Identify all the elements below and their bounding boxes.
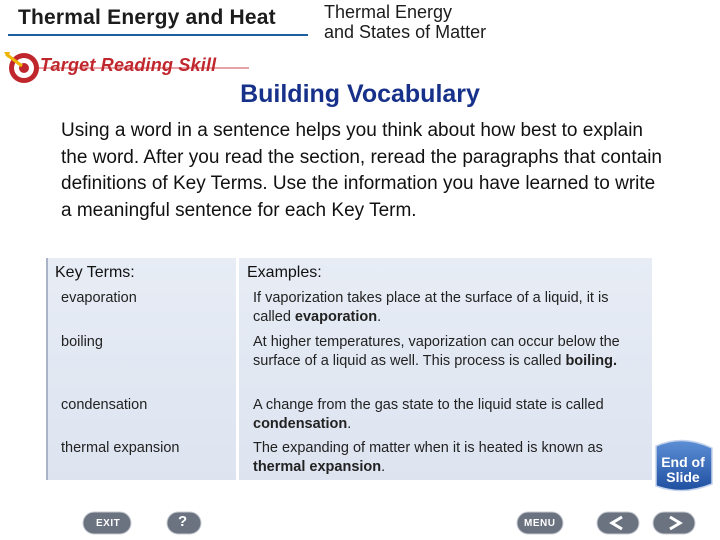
- table-example: The expanding of matter when it is heated is known as thermal expansion.: [253, 440, 603, 475]
- exit-label[interactable]: EXIT: [96, 518, 121, 529]
- examples-header: Examples:: [247, 264, 322, 281]
- end-of-slide-label[interactable]: End of Slide: [661, 454, 705, 485]
- presentation-title: Thermal Energy and Heat: [18, 6, 276, 29]
- table-term: thermal expansion: [61, 440, 180, 456]
- intro-paragraph: Using a word in a sentence helps you think about how best to explain the word. After you read the section, reread the paragraphs that contain definitions of Key Terms. Use the information you have learned to write a meaningful sentence for each Key Term.: [61, 120, 662, 221]
- table-example: If vaporization takes place at the surface of a liquid, it is called evaporation.: [253, 290, 609, 325]
- table-term: boiling: [61, 334, 103, 350]
- table-column-divider: [236, 258, 239, 480]
- header-divider: [8, 34, 308, 36]
- previous-button[interactable]: [596, 511, 640, 535]
- section-title-line1: Thermal Energy: [324, 2, 453, 22]
- menu-label[interactable]: MENU: [524, 518, 556, 529]
- target-reading-skill-label: Target Reading Skill: [40, 55, 217, 75]
- target-icon: [4, 52, 39, 83]
- table-example: A change from the gas state to the liquid state is called condensation.: [253, 397, 604, 432]
- section-title: [324, 2, 486, 42]
- table-term: condensation: [61, 397, 148, 413]
- help-icon[interactable]: ?: [178, 513, 188, 530]
- table-term: evaporation: [61, 290, 137, 306]
- slide-heading: Building Vocabulary: [240, 80, 480, 108]
- section-title-line2: and States of Matter: [324, 22, 487, 42]
- key-terms-header: Key Terms:: [55, 264, 135, 281]
- next-button[interactable]: [652, 511, 696, 535]
- table-example: At higher temperatures, vaporization can occur below the surface of a liquid as well. This process is called boiling.: [253, 334, 620, 369]
